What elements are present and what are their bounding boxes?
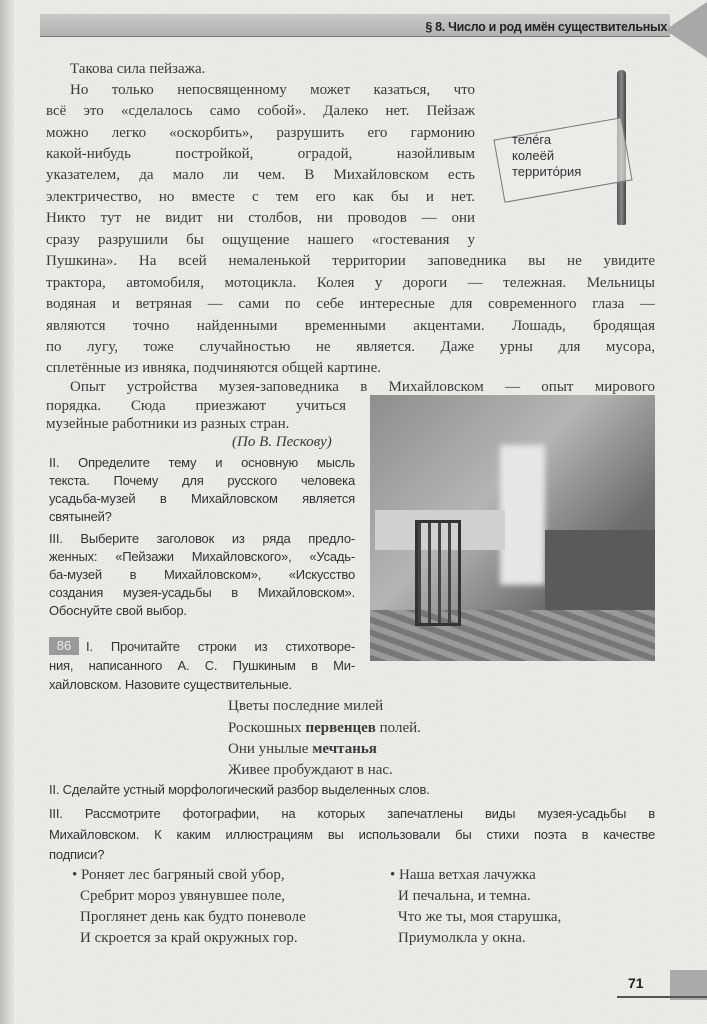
text-line: музейные работники из разных стран. (46, 416, 290, 432)
text-line: сплетённые из ивняка, подчиняются общей картине. (46, 360, 381, 376)
exercise-line: хайловском. Назовите существительные. (49, 677, 292, 692)
vocab-word: телéга (512, 132, 552, 147)
exercise-line: Михайловском. К каким иллюстрациям вы использовали бы стихи поэта в качестве (49, 827, 655, 842)
page-binding-shadow (0, 0, 14, 1024)
text-line: водяная и ветряная — сами по себе интересные для современного глаза — (46, 296, 655, 312)
poem-text: Роскошных (228, 720, 306, 736)
poem-text: Они унылые (228, 741, 313, 757)
text-line: являются точно найденными временными акцентами. Лошадь, бродящая (46, 318, 655, 334)
page-number: 71 (628, 975, 644, 991)
text-line: Никто тут не видит ни столбов, ни проводов — они (46, 210, 475, 226)
exercise-line: подписи? (49, 847, 105, 862)
exercise-number-badge: 86 (49, 637, 79, 655)
poem-line: Цветы последние милей (228, 698, 384, 714)
exercise-line: ния, написанного А. С. Пушкиным в Ми- (49, 658, 355, 673)
exercise-line: III. Рассмотрите фотографии, на которых запечатлены виды музея-усадьбы в (49, 806, 655, 821)
verse-line: Проглянет день как будто поневоле (80, 909, 306, 925)
poem-line (228, 740, 377, 758)
verse-line: Приумолкла у окна. (398, 930, 526, 946)
text-line: порядка. Сюда приезжают учиться (46, 398, 346, 414)
task-line: святыней? (49, 509, 112, 524)
vocab-word: колеёй (512, 148, 555, 163)
exercise-line: I. Прочитайте строки из стихотворе- (86, 639, 355, 654)
text-line: всё это «сделалось само собой». Далеко нет. Пейзаж (46, 103, 475, 119)
header-arrow-icon (665, 2, 707, 58)
task-line: II. Определите тему и основную мысль (49, 455, 355, 470)
verse-line: Что же ты, моя старушка, (398, 909, 562, 925)
text-line: Опыт устройства музея-заповедника в Михайловском — опыт мирового (70, 379, 655, 395)
text-line: Такова сила пейзажа. (70, 61, 206, 77)
text-line: по лугу, тоже случайностью не является. Даже урны для мусора, (46, 339, 655, 355)
highlighted-word: первенцев (305, 720, 376, 736)
page-number-rule (617, 996, 707, 998)
text-line: указателем, да мало ли чем. В Михайловском есть (46, 167, 475, 183)
verse-line: • Наша ветхая лачужка (390, 867, 536, 883)
text-line: Пушкина». На всей немаленькой территории заповедника вы не увидите (46, 253, 655, 269)
task-line: создания музея-усадьбы в Михайловском». (49, 585, 355, 600)
text-line: можно легко «оскорбить», разрушить его гармонию (46, 125, 475, 141)
poem-text: полей. (375, 720, 421, 736)
source-attribution: (По В. Пескову) (232, 434, 332, 450)
text-line: сразу разрушили бы ощущение нашего «гостевания у (46, 232, 475, 248)
task-line: Обоснуйте свой выбор. (49, 603, 187, 618)
text-line: Но только непосвященному может казаться, что (70, 82, 475, 98)
task-line: усадьба-музей в Михайловском является (49, 491, 355, 506)
task-line: ба-музей в Михайловском», «Искусство (49, 567, 355, 582)
vocab-word: террито́рия (512, 164, 582, 179)
highlighted-word: мечтанья (312, 741, 377, 757)
poem-line: Живее пробуждают в нас. (228, 762, 393, 778)
task-line: женных: «Пейзажи Михайловского», «Усадь- (49, 549, 355, 564)
verse-line: • Роняет лес багряный свой убор, (72, 867, 285, 883)
section-title: § 8. Число и род имён существительных (425, 20, 667, 34)
museum-interior-photo (370, 395, 655, 661)
vocabulary-words (512, 132, 581, 180)
text-line: какой-нибудь постройкой, оградой, назойливым (46, 146, 475, 162)
exercise-line: II. Сделайте устный морфологический разбор выделенных слов. (49, 782, 430, 797)
verse-line: Сребрит мороз увянувшее поле, (80, 888, 286, 904)
verse-line: И печальна, и темна. (398, 888, 531, 904)
task-line: III. Выберите заголовок из ряда предло- (49, 531, 355, 546)
task-line: текста. Почему для русского человека (49, 473, 355, 488)
text-line: трактора, автомобиля, мотоцикла. Колея у дороги — тележная. Мельницы (46, 275, 655, 291)
verse-line: И скроется за край окружных гор. (80, 930, 298, 946)
text-line: электричество, но вместе с тем его как бы и нет. (46, 189, 475, 205)
poem-line (228, 719, 421, 737)
